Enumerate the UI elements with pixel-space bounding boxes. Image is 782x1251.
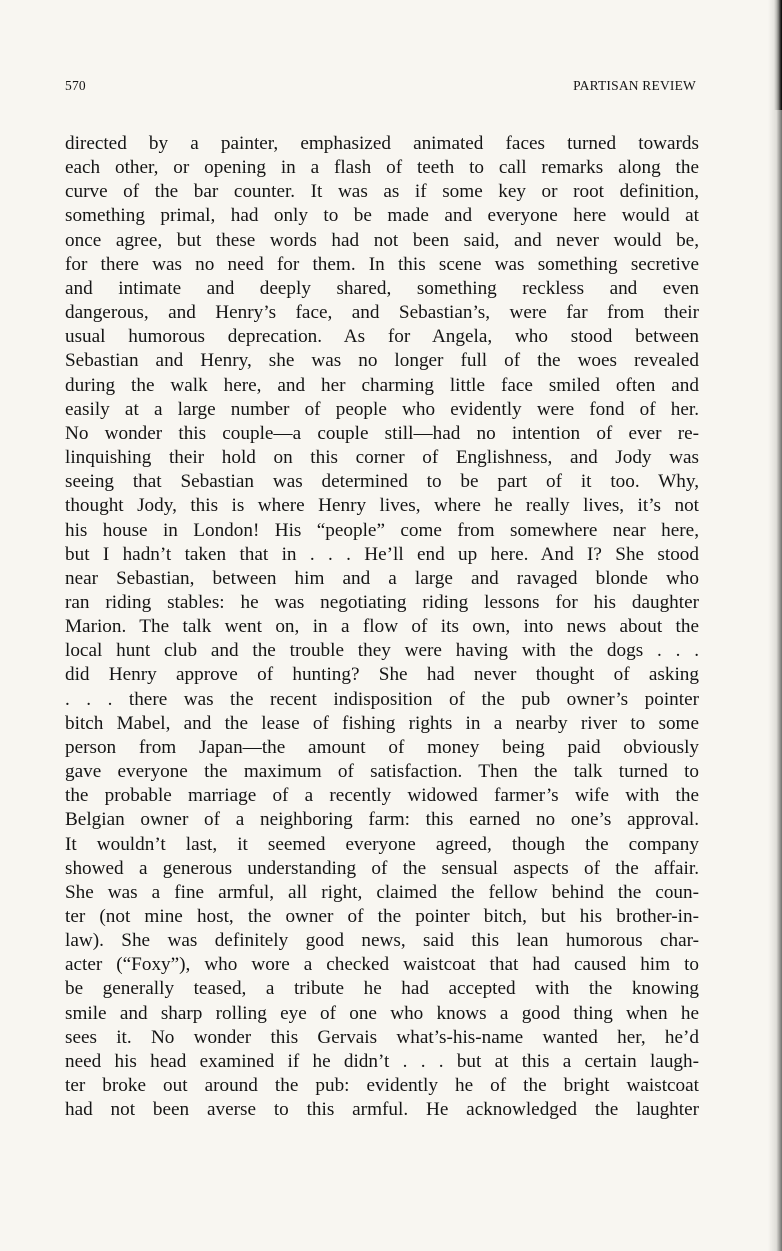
text-line: ter (not mine host, the owner of the pointer bitch, but his brother-in- [65,906,699,927]
text-line: thought Jody, this is where Henry lives, where he really lives, it’s not [65,495,699,517]
text-line: local hunt club and the trouble they were having with the dogs . . . [65,640,699,662]
text-line: dangerous, and Henry’s face, and Sebastian’s, were far from their [65,302,699,324]
text-line: showed a generous understanding of the sensual aspects of the affair. [65,857,699,879]
text-line: his house in London! His “people” come from somewhere near here, [65,519,699,541]
text-line: and intimate and deeply shared, something reckless and even [65,277,699,299]
text-line: but I hadn’t taken that in . . . He’ll end up here. And I? She stood [65,543,699,565]
text-line: No wonder this couple—a couple still—had no intention of ever re- [65,422,699,444]
text-line: gave everyone the maximum of satisfaction. Then the talk turned to [65,761,699,783]
text-line: each other, or opening in a flash of teeth to call remarks along the [65,157,699,179]
text-line: person from Japan—the amount of money being paid obviously [65,736,699,758]
text-line: be generally teased, a tribute he had accepted with the knowing [65,978,699,1000]
text-line: It wouldn’t last, it seemed everyone agreed, though the company [65,833,699,855]
text-line: usual humorous deprecation. As for Angela, who stood between [65,326,699,348]
text-line: linquishing their hold on this corner of Englishness, and Jody was [65,447,699,469]
text-line: Belgian owner of a neighboring farm: this earned no one’s approval. [65,809,699,831]
text-line: did Henry approve of hunting? She had never thought of asking [65,664,699,686]
journal-title: PARTISAN REVIEW [573,78,696,93]
text-line: Sebastian and Henry, she was no longer full of the woes revealed [65,350,699,372]
text-line: easily at a large number of people who evidently were fond of her. [65,398,699,420]
text-line: bitch Mabel, and the lease of fishing rights in a nearby river to some [65,712,699,734]
page-edge-dark-strip [774,0,782,110]
text-line: seeing that Sebastian was determined to be part of it too. Why, [65,471,699,493]
page-edge-shadow [768,0,782,1251]
text-line: acter (“Foxy”), who wore a checked waistcoat that had caused him to [65,954,699,976]
text-line: She was a fine armful, all right, claimed the fellow behind the coun- [65,881,699,903]
text-line: sees it. No wonder this Gervais what’s-his-name wanted her, he’d [65,1026,699,1048]
text-line: ter broke out around the pub: evidently he of the bright waistcoat [65,1075,699,1097]
text-line: need his head examined if he didn’t . . . but at this a certain laugh- [65,1050,699,1072]
page-number: 570 [65,78,86,93]
text-line: . . . there was the recent indisposition of the pub owner’s pointer [65,688,699,710]
text-line: near Sebastian, between him and a large and ravaged blonde who [65,567,699,589]
text-line: had not been averse to this armful. He acknowledged the laughter [65,1099,699,1121]
body-text [65,132,699,1122]
text-line: law). She was definitely good news, said this lean humorous char- [65,930,699,952]
text-line: something primal, had only to be made and everyone here would at [65,205,699,227]
text-line: for there was no need for them. In this scene was something secretive [65,253,699,275]
text-line: once agree, but these words had not been said, and never would be, [65,229,699,251]
text-line: ran riding stables: he was negotiating riding lessons for his daughter [65,591,699,613]
text-line: the probable marriage of a recently widowed farmer’s wife with the [65,785,699,807]
text-line: during the walk here, and her charming little face smiled often and [65,374,699,396]
text-line: smile and sharp rolling eye of one who knows a good thing when he [65,1002,699,1024]
text-line: directed by a painter, emphasized animated faces turned towards [65,133,699,154]
text-line: Marion. The talk went on, in a flow of its own, into news about the [65,616,699,638]
running-head [65,78,696,98]
text-line: curve of the bar counter. It was as if some key or root definition, [65,181,699,203]
